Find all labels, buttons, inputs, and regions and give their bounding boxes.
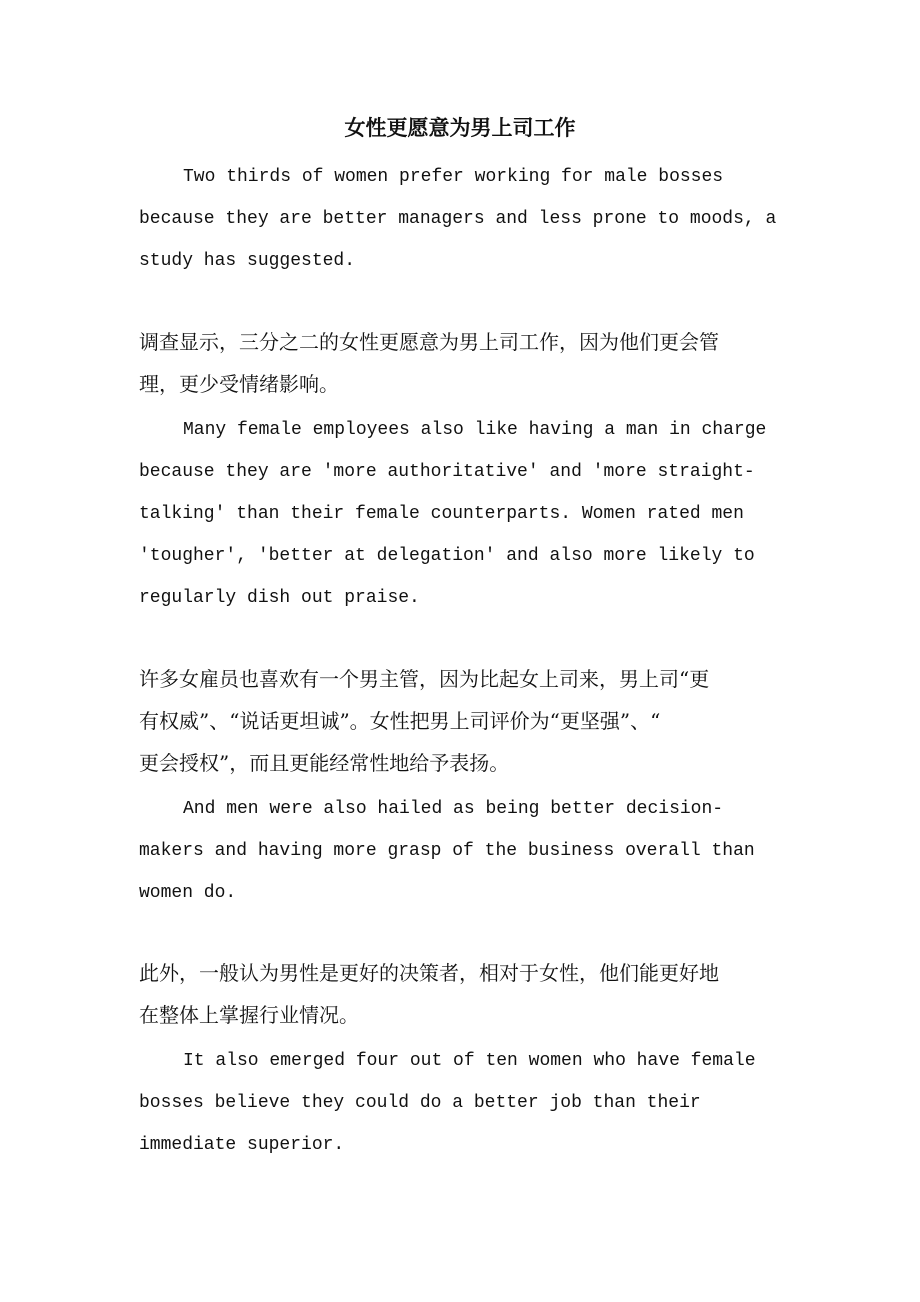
text-line: immediate superior. bbox=[139, 1135, 345, 1155]
text-line: makers and having more grasp of the business overall than bbox=[139, 841, 755, 861]
text-line: bosses believe they could do a better job than their bbox=[139, 1093, 701, 1113]
text-line: study has suggested. bbox=[139, 251, 356, 271]
paragraph-english-4 bbox=[139, 1040, 784, 1166]
text-line: 理，更少受情绪影响。 bbox=[139, 372, 339, 396]
text-line: Many female employees also like having a man in charge bbox=[183, 420, 767, 440]
text-line: 'tougher', 'better at delegation' and also more likely to bbox=[139, 546, 755, 566]
text-line: Two thirds of women prefer working for male bosses bbox=[183, 167, 724, 187]
text-line: 许多女雇员也喜欢有一个男主管，因为比起女上司来，男上司“更 bbox=[139, 667, 710, 691]
text-line: 更会授权”，而且更能经常性地给予表扬。 bbox=[139, 751, 510, 775]
text-line: because they are better managers and less prone to moods, a bbox=[139, 209, 777, 229]
text-line: 此外，一般认为男性是更好的决策者，相对于女性，他们能更好地 bbox=[139, 961, 719, 985]
text-line: 有权威”、“说话更坦诚”。女性把男上司评价为“更坚强”、“ bbox=[139, 709, 661, 733]
document-title: 女性更愿意为男上司工作 bbox=[344, 115, 576, 140]
text-line: And men were also hailed as being better decision- bbox=[183, 799, 724, 819]
text-line: It also emerged four out of ten women who have female bbox=[183, 1051, 756, 1071]
paragraph-chinese-1 bbox=[139, 321, 784, 405]
paragraph-english-3 bbox=[139, 788, 784, 914]
paragraph-chinese-3 bbox=[139, 952, 784, 1036]
text-line: 在整体上掌握行业情况。 bbox=[139, 1003, 359, 1027]
text-line: women do. bbox=[139, 883, 237, 903]
paragraph-english-1 bbox=[139, 156, 784, 282]
text-line: talking' than their female counterparts. Women rated men bbox=[139, 504, 744, 524]
text-line: because they are 'more authoritative' and 'more straight- bbox=[139, 462, 755, 482]
text-line: 调查显示，三分之二的女性更愿意为男上司工作，因为他们更会管 bbox=[139, 330, 719, 354]
text-line: regularly dish out praise. bbox=[139, 588, 420, 608]
paragraph-english-2 bbox=[139, 409, 784, 619]
paragraph-chinese-2 bbox=[139, 658, 784, 784]
